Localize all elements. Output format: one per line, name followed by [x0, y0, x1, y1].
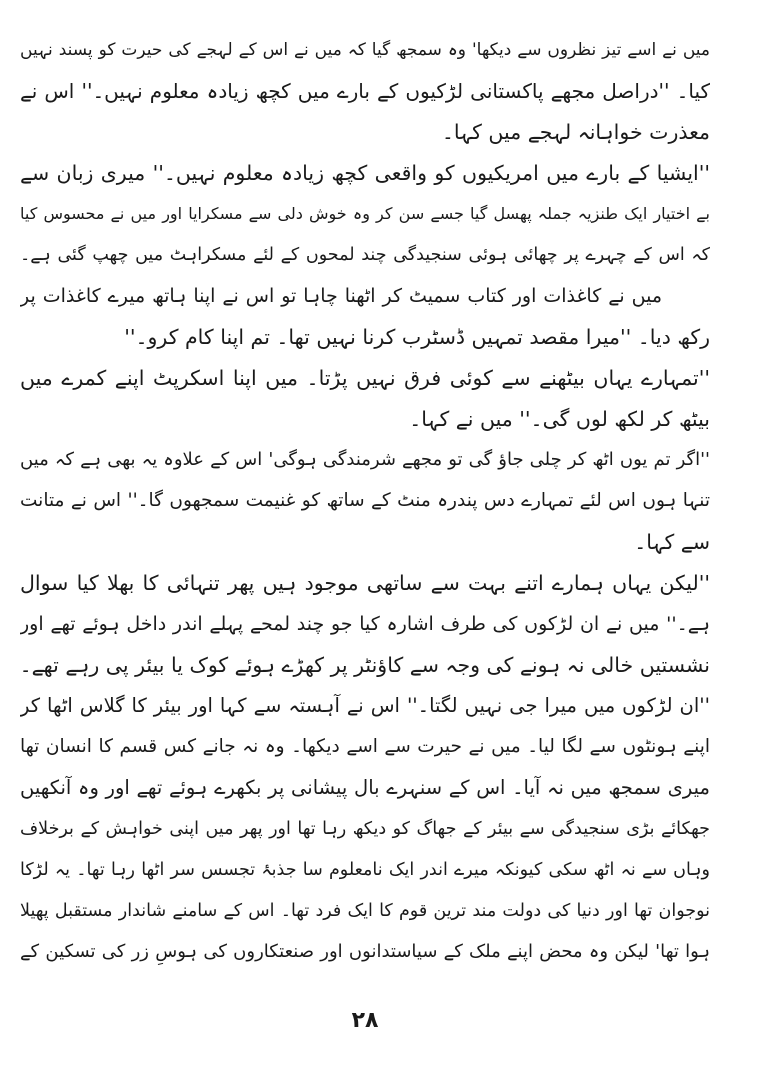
text-line: تنہا ہوں اس لئے تمہارے دس پندرہ منٹ کے ساتھ کو غنیمت سمجھوں گا۔'' اس نے متانت [20, 490, 710, 511]
text-line: میں نے کاغذات اور کتاب سمیٹ کر اٹھنا چاہا تو اس نے اپنا ہاتھ میرے کاغذات پر [20, 285, 662, 307]
text-line: رکھ دیا۔ ''میرا مقصد تمہیں ڈسٹرب کرنا نہیں تھا۔ تم اپنا کام کرو۔'' [124, 325, 710, 349]
text-line: میں نے اسے تیز نظروں سے دیکھا' وہ سمجھ گیا کہ میں نے اس کے لہجے کی حیرت کو پسند نہیں [20, 40, 710, 60]
text-line: سے کہا۔ [634, 530, 710, 554]
document-page [20, 30, 710, 1070]
text-line: ہوا تھا' لیکن وہ محض اپنے ملک کے سیاستدانوں اور صنعتکاروں کی ہوسِ زر کی تسکین کے [20, 941, 710, 962]
text-line: نشستیں خالی نہ ہونے کی وجہ سے کاؤنٹر پر کھڑے ہوئے کوک یا بیئر پی رہے تھے۔ [20, 653, 710, 677]
page-number: ۲۸ [351, 1008, 379, 1033]
text-line: ''ان لڑکوں میں میرا جی نہیں لگتا۔'' اس نے آہستہ سے کہا اور بیئر کا گلاس اٹھا کر [20, 694, 710, 717]
text-line: اپنے ہونٹوں سے لگا لیا۔ میں نے حیرت سے اسے دیکھا۔ وہ نہ جانے کس قسم کا انسان تھا [20, 736, 710, 757]
text-line: کیا۔ ''دراصل مجھے پاکستانی لڑکیوں کے بارے میں کچھ زیادہ معلوم نہیں۔'' اس نے [20, 79, 710, 103]
text-line: ''ایشیا کے بارے میں امریکیوں کو واقعی کچھ زیادہ معلوم نہیں۔'' میری زبان سے [20, 161, 710, 185]
text-line: کہ اس کے چہرے پر چھائی ہوئی سنجیدگی چند لمحوں کے لئے مسکراہٹ میں چھپ گئی ہے۔ [20, 245, 710, 265]
text-line: ہے۔'' میں نے ان لڑکوں کی طرف اشارہ کیا جو چند لمحے پہلے اندر داخل ہوئے تھے اور [20, 613, 710, 635]
text-line: ''تمہارے یہاں بیٹھنے سے کوئی فرق نہیں پڑتا۔ میں اپنا اسکرپٹ اپنے کمرے میں [20, 366, 710, 390]
text-line: ''لیکن یہاں ہمارے اتنے بہت سے ساتھی موجود ہیں پھر تنہائی کا بھلا کیا سوال [20, 571, 710, 595]
text-line: معذرت خواہانہ لہجے میں کہا۔ [441, 120, 710, 144]
text-line: ''اگر تم یوں اٹھ کر چلی جاؤ گی تو مجھے شرمندگی ہوگی' اس کے علاوہ یہ بھی ہے کہ میں [20, 449, 710, 470]
text-line: وہاں سے نہ اٹھ سکی کیونکہ میرے اندر ایک نامعلوم سا جذبۂ تجسس سر اٹھا رہا تھا۔ یہ لڑکا [20, 860, 710, 880]
text-line: جھکائے بڑی سنجیدگی سے بیئر کے جھاگ کو دیکھ رہا تھا اور پھر میں اپنی خواہش کے برخلاف [20, 819, 710, 839]
text-line: بیٹھ کر لکھ لوں گی۔'' میں نے کہا۔ [409, 407, 710, 431]
text-line: میری سمجھ میں نہ آیا۔ اس کے سنہرے بال پیشانی پر بکھرے ہوئے تھے اور وہ آنکھیں [20, 776, 710, 799]
text-line: بے اختیار ایک طنزیہ جملہ پھسل گیا جسے سن کر وہ خوش دلی سے مسکرایا اور میں نے محسوس کیا [20, 204, 710, 223]
text-line: نوجوان تھا اور دنیا کی دولت مند ترین قوم کا ایک فرد تھا۔ اس کے سامنے شاندار مستقبل پھیلا [20, 901, 710, 921]
